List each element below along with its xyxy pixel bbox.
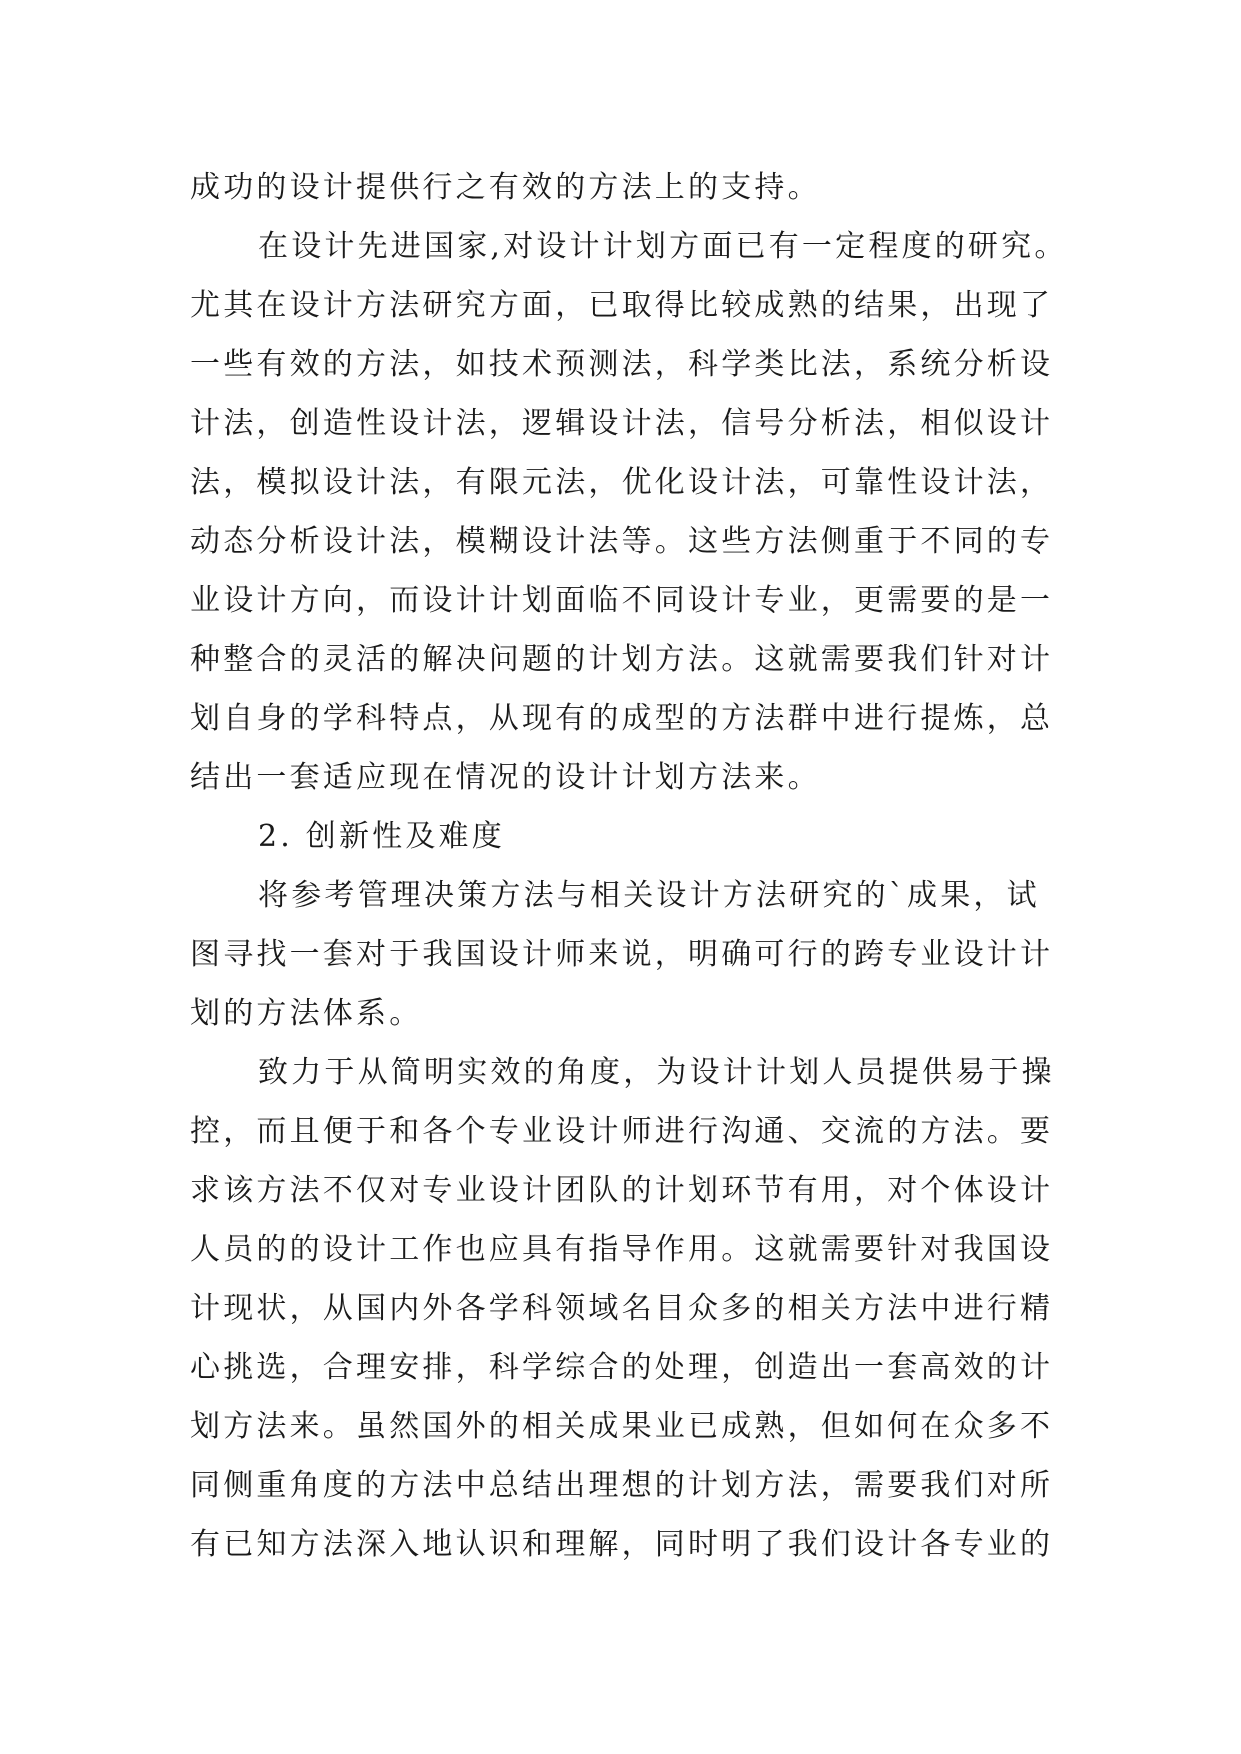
- text-line: 心挑选，合理安排，科学综合的处理，创造出一套高效的计: [190, 1350, 1054, 1385]
- text-line: 划方法来。虽然国外的相关成果业已成熟，但如何在众多不: [190, 1409, 1054, 1444]
- section-heading: 2. 创新性及难度: [258, 819, 505, 854]
- text-line: 法，模拟设计法，有限元法，优化设计法，可靠性设计法，: [190, 465, 1054, 500]
- text-line: 有已知方法深入地认识和理解，同时明了我们设计各专业的: [190, 1527, 1054, 1562]
- text-line: 动态分析设计法，模糊设计法等。这些方法侧重于不同的专: [190, 524, 1054, 559]
- text-line: 图寻找一套对于我国设计师来说，明确可行的跨专业设计计: [190, 937, 1054, 972]
- text-line: 划自身的学科特点，从现有的成型的方法群中进行提炼，总: [190, 701, 1054, 736]
- text-line: 业设计方向，而设计计划面临不同设计专业，更需要的是一: [190, 583, 1054, 618]
- text-line: 控，而且便于和各个专业设计师进行沟通、交流的方法。要: [190, 1114, 1054, 1149]
- text-line: 计法，创造性设计法，逻辑设计法，信号分析法，相似设计: [190, 406, 1054, 441]
- paragraph-start-line: 在设计先进国家,对设计计划方面已有一定程度的研究。: [258, 229, 1068, 264]
- text-line: 划的方法体系。: [190, 996, 423, 1031]
- text-line: 结出一套适应现在情况的设计计划方法来。: [190, 760, 821, 795]
- text-line: 一些有效的方法，如技术预测法，科学类比法，系统分析设: [190, 347, 1054, 382]
- text-line: 种整合的灵活的解决问题的计划方法。这就需要我们针对计: [190, 642, 1054, 677]
- text-line: 人员的的设计工作也应具有指导作用。这就需要针对我国设: [190, 1232, 1054, 1267]
- text-line: 成功的设计提供行之有效的方法上的支持。: [190, 170, 821, 205]
- text-line: 计现状，从国内外各学科领域名目众多的相关方法中进行精: [190, 1291, 1054, 1326]
- paragraph-start-line: 致力于从简明实效的角度，为设计计划人员提供易于操: [258, 1055, 1055, 1090]
- text-line: 同侧重角度的方法中总结出理想的计划方法，需要我们对所: [190, 1468, 1054, 1503]
- text-line: 尤其在设计方法研究方面，已取得比较成熟的结果，出现了: [190, 288, 1054, 323]
- body-text: [190, 158, 1090, 1574]
- text-line: 求该方法不仅对专业设计团队的计划环节有用，对个体设计: [190, 1173, 1054, 1208]
- paragraph-start-line: 将参考管理决策方法与相关设计方法研究的`成果，试: [258, 878, 1040, 913]
